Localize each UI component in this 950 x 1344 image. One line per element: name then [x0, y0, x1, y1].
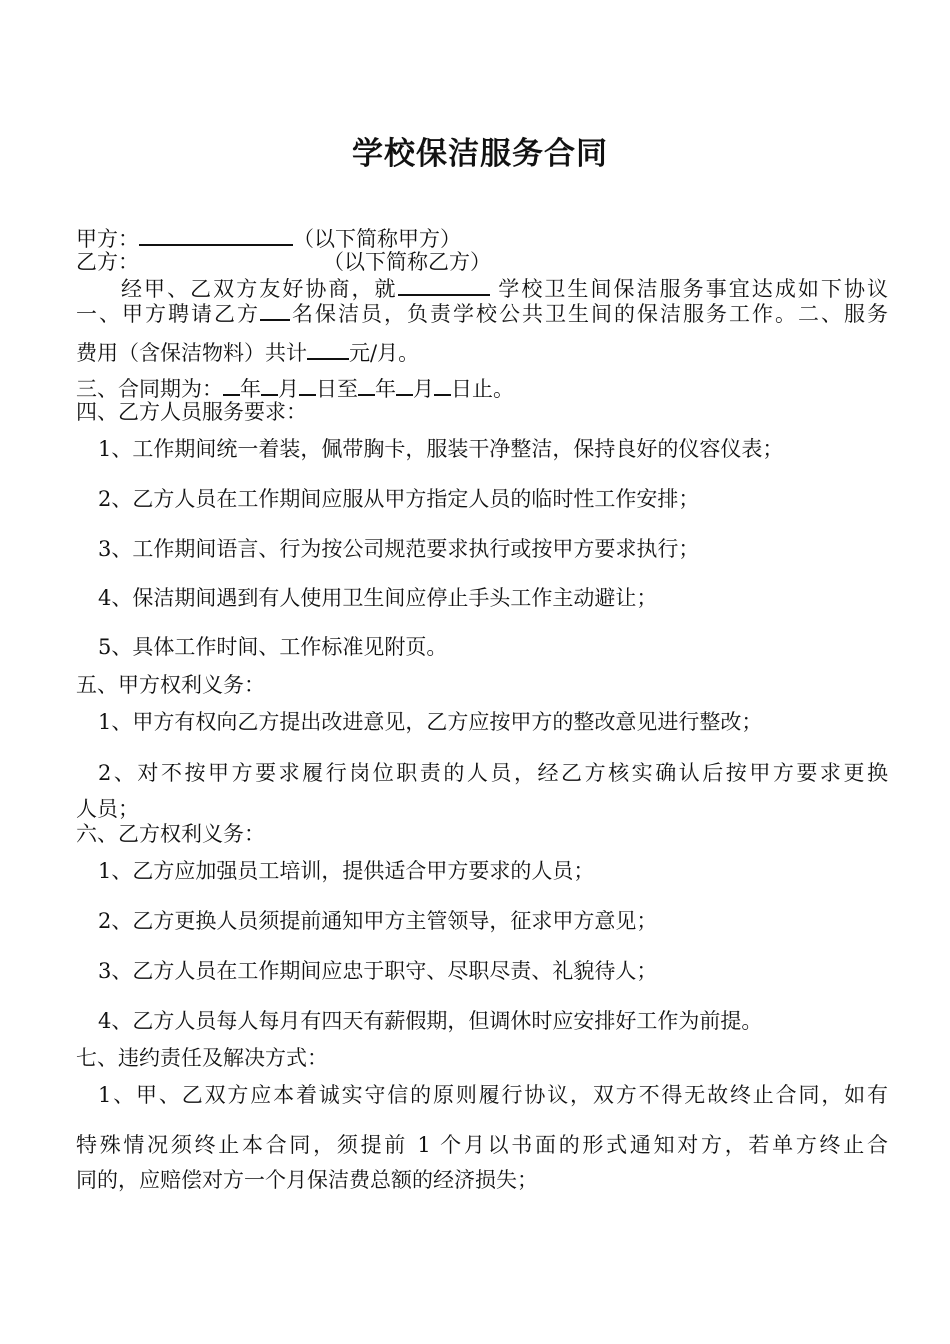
year-text: 年 — [240, 377, 261, 401]
party-a-note: （以下简称甲方） — [293, 227, 461, 251]
school-name-blank — [398, 274, 490, 296]
section-5-heading: 五、甲方权利义务： — [76, 673, 265, 697]
section-5-item: 1、甲方有权向乙方提出改进意见，乙方应按甲方的整改意见进行整改； — [98, 710, 763, 734]
start-day-blank — [299, 374, 316, 396]
section-6-heading: 六、乙方权利义务： — [76, 822, 265, 846]
section-6-item: 4、乙方人员每人每月有四天有薪假期，但调休时应安排好工作为前提。 — [98, 1009, 763, 1033]
section-7-heading: 七、违约责任及解决方式： — [76, 1046, 328, 1070]
month-text: 月 — [413, 377, 434, 401]
start-year-blank — [223, 374, 240, 396]
section-7-item-continuation: 特殊情况须终止本合同，须提前 1 个月以书面的形式通知对方，若单方终止合 — [76, 1133, 888, 1157]
section-4-item: 1、工作期间统一着装，佩带胸卡，服装干净整洁，保持良好的仪容仪表； — [98, 437, 784, 461]
section-4-heading: 四、乙方人员服务要求： — [76, 400, 307, 424]
section-4-item: 2、乙方人员在工作期间应服从甲方指定人员的临时性工作安排； — [98, 487, 700, 511]
party-b-note: （以下简称乙方） — [323, 250, 491, 274]
party-b-label: 乙方： — [76, 250, 139, 274]
clause-1-pre: 一、甲方聘请乙方 — [76, 302, 260, 326]
day-to-text: 日至 — [316, 377, 358, 401]
year-text: 年 — [375, 377, 396, 401]
fee-blank — [307, 338, 349, 360]
intro-post: 学校卫生间保洁服务事宜达成如下协议 — [498, 277, 889, 301]
day-end-text: 日止。 — [451, 377, 514, 401]
section-7-item-continuation: 同的，应赔偿对方一个月保洁费总额的经济损失； — [76, 1168, 538, 1192]
end-day-blank — [434, 374, 451, 396]
section-7-item: 1、甲、乙双方应本着诚实守信的原则履行协议，双方不得无故终止合同，如有 — [98, 1083, 888, 1107]
clause-1-line — [76, 299, 888, 328]
section-6-item: 3、乙方人员在工作期间应忠于职守、尽职尽责、礼貌待人； — [98, 959, 658, 983]
section-5-item: 2、对不按甲方要求履行岗位职责的人员，经乙方核实确认后按甲方要求更换 — [98, 761, 888, 785]
clause-2-pre: 费用（含保洁物料）共计 — [76, 341, 307, 365]
section-4-item: 3、工作期间语言、行为按公司规范要求执行或按甲方要求执行； — [98, 537, 700, 561]
party-a-label: 甲方： — [76, 227, 139, 251]
section-4-item: 4、保洁期间遇到有人使用卫生间应停止手头工作主动避让； — [98, 586, 658, 610]
intro-pre: 经甲、乙双方友好协商，就 — [121, 277, 398, 301]
start-month-blank — [261, 374, 278, 396]
clause-2-line — [76, 338, 419, 367]
party-a-blank — [139, 224, 293, 246]
term-label: 三、合同期为： — [76, 377, 223, 401]
section-6-item: 2、乙方更换人员须提前通知甲方主管领导，征求甲方意见； — [98, 909, 658, 933]
clause-2-post: 元/月。 — [349, 341, 420, 365]
end-month-blank — [396, 374, 413, 396]
end-year-blank — [358, 374, 375, 396]
clause-1-post: 名保洁员，负责学校公共卫生间的保洁服务工作。二、服务 — [290, 302, 888, 326]
party-b-line — [76, 248, 491, 276]
month-text: 月 — [278, 377, 299, 401]
page-title: 学校保洁服务合同 — [352, 136, 608, 172]
section-5-item-continuation: 人员； — [76, 797, 139, 821]
staff-count-blank — [260, 299, 290, 321]
section-4-item: 5、具体工作时间、工作标准见附页。 — [98, 635, 448, 659]
section-6-item: 1、乙方应加强员工培训，提供适合甲方要求的人员； — [98, 859, 595, 883]
